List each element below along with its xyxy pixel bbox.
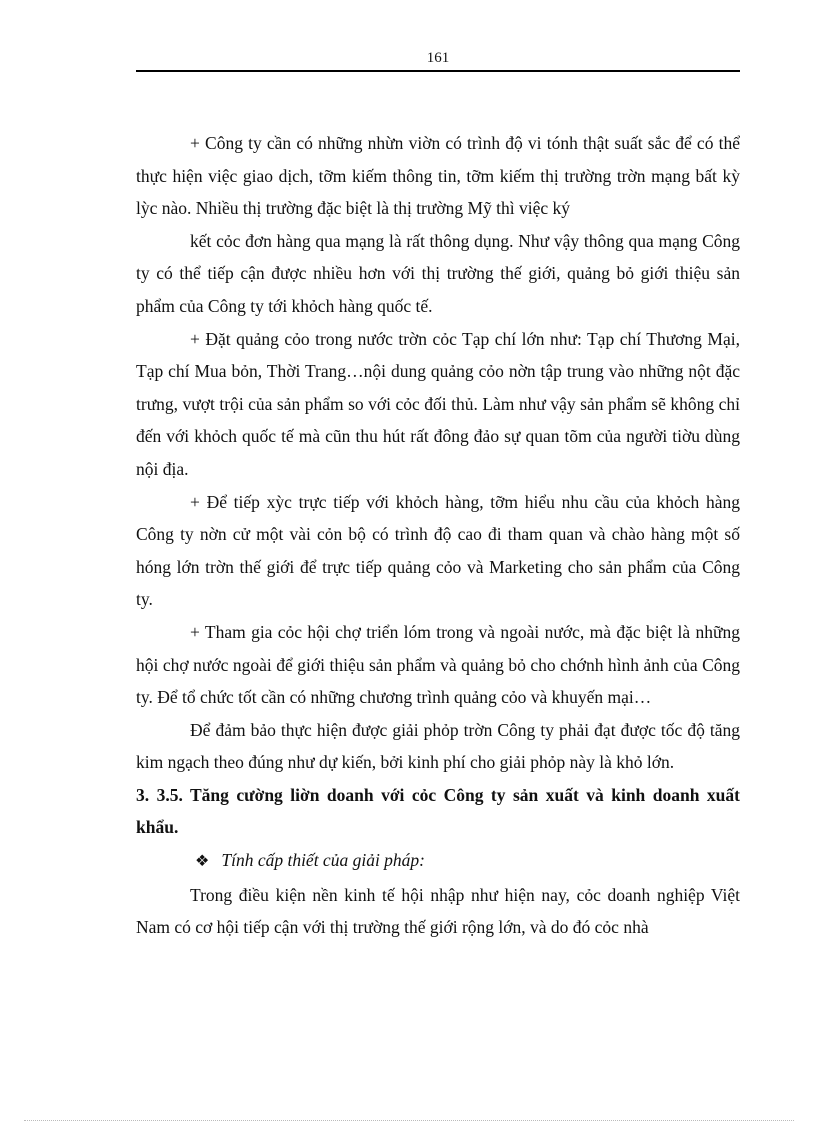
paragraph-website-staff: + Công ty cần có những nhừn viờn có trình độ vi tónh thật suất sắc để có thể thực hiện việc giao dịch, tỡm kiếm thông tin, tỡm kiếm thị trường trờn mạng bất kỳ lỳc nào. Nhiều thị trường đặc biệt là thị trường Mỹ thì việc ký	[136, 133, 740, 219]
paragraph-solution-cost: Để đảm bảo thực hiện được giải phỏp trờn Công ty phải đạt được tốc độ tăng kim ngạch theo đúng như dự kiến, bởi kinh phí cho giải phỏp này là khỏ lớn.	[136, 719, 740, 773]
page-number: 161	[426, 50, 450, 66]
diamond-bullet-icon: ❖	[195, 853, 210, 871]
paragraph-domestic-ads: + Đặt quảng cỏo trong nước trờn cỏc Tạp chí lớn như: Tạp chí Thương Mại, Tạp chí Mua bỏn, Thời Trang…nội dung quảng cỏo nờn tập trung vào những nột đặc trưng, vượt trội của sản phẩm so với cỏc đối thủ. Làm như vậy sản phẩm sẽ không chỉ đến với khỏch quốc tế mà cũn thu hút rất đông đảo sự quan tõm của người tiờu dùng nội địa.	[136, 328, 740, 479]
bullet-line	[136, 844, 740, 879]
section-heading: 3. 3.5. Tăng cường liờn doanh với cỏc Công ty sản xuất và kinh doanh xuất khẩu.	[136, 784, 740, 838]
bullet-text: Tính cấp thiết của giải pháp:	[221, 850, 426, 871]
paragraph-online-orders: kết cỏc đơn hàng qua mạng là rất thông dụng. Như vậy thông qua mạng Công ty có thể tiếp cận được nhiều hơn với thị trường thế giới, quảng bỏ giới thiệu sản phẩm của Công ty tới khỏch hàng quốc tế.	[136, 230, 740, 316]
paragraph-integration: Trong điều kiện nền kinh tế hội nhập như hiện nay, cỏc doanh nghiệp Việt Nam có cơ hội tiếp cận với thị trường thế giới rộng lớn, và do đó cỏc nhà	[136, 884, 740, 938]
header-rule	[136, 70, 740, 72]
paragraph-customer-contact: + Để tiếp xỳc trực tiếp với khỏch hàng, tỡm hiểu nhu cầu của khỏch hàng Công ty nờn cử một vài cỏn bộ có trình độ cao đi tham quan và chào hàng một số hóng lớn trờn thế giới để trực tiếp quảng cỏo và Marketing cho sản phẩm của Công ty.	[136, 491, 740, 610]
paragraph-trade-fairs: + Tham gia cỏc hội chợ triển lóm trong và ngoài nước, mà đặc biệt là những hội chợ nước ngoài để giới thiệu sản phẩm và quảng bỏ cho chớnh hình ảnh của Công ty. Để tổ chức tốt cần có những chương trình quảng cỏo và khuyến mại…	[136, 621, 740, 708]
footer-rule	[24, 1120, 794, 1121]
document-body	[136, 127, 740, 944]
